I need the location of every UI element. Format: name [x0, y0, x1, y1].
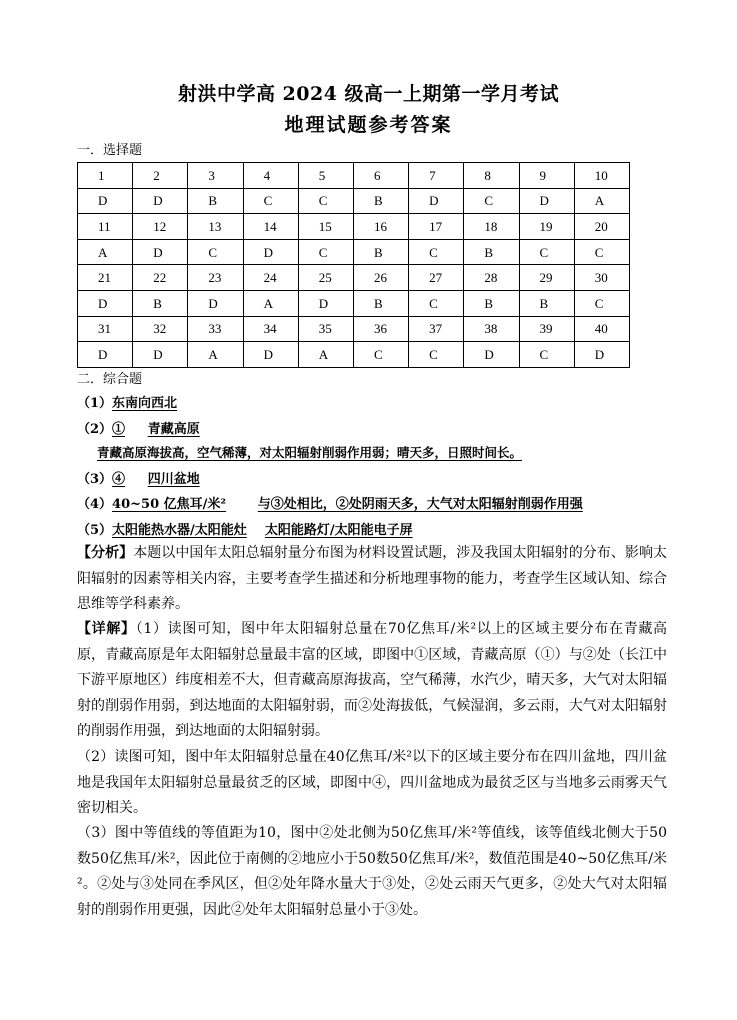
question-number-cell: 3 [188, 163, 243, 189]
q3-answer-name: 四川盆地 [147, 472, 200, 487]
answer-letter-cell: D [243, 239, 298, 265]
q4-answer-reason: 与③处相比，②处阴雨天多，大气对太阳辐射削弱作用强 [257, 497, 583, 512]
question-number-cell: 30 [574, 265, 629, 291]
answer-letter-cell: D [464, 342, 519, 368]
answer-letter-cell: B [353, 239, 408, 265]
details-label: 【详解】 [77, 621, 136, 637]
question-number-cell: 38 [464, 316, 519, 342]
answer-letter-cell: D [78, 342, 133, 368]
answer-q4 [77, 493, 583, 512]
answer-letter-cell: B [188, 188, 243, 214]
question-number-cell: 12 [133, 214, 188, 240]
question-number-cell: 21 [78, 265, 133, 291]
q4-number: （4） [77, 497, 113, 512]
question-number-cell: 27 [409, 265, 464, 291]
answer-letter-cell: B [464, 239, 519, 265]
answer-letter-cell: C [464, 188, 519, 214]
question-number-cell: 8 [464, 163, 519, 189]
answer-letter-cell: B [464, 290, 519, 316]
answer-letter-cell: A [574, 188, 629, 214]
q2-answer-region: ① [112, 422, 126, 437]
answer-letter-cell: C [409, 290, 464, 316]
question-number-cell: 36 [353, 316, 408, 342]
answer-q3 [77, 468, 200, 487]
answer-letter-cell: C [519, 239, 574, 265]
question-number-cell: 31 [78, 316, 133, 342]
answer-q2 [77, 418, 200, 437]
answer-q1 [77, 392, 177, 411]
exam-title: 射洪中学高 2024 级高一上期第一学月考试 [177, 83, 560, 105]
question-number-row [78, 316, 630, 342]
question-number-cell: 2 [133, 163, 188, 189]
section-heading-choice: 一．选择题 [77, 143, 143, 158]
answer-letter-cell: D [243, 342, 298, 368]
answer-table [77, 162, 630, 368]
question-number-cell: 32 [133, 316, 188, 342]
answer-letter-cell: A [243, 290, 298, 316]
question-number-cell: 34 [243, 316, 298, 342]
q5-number: （5） [77, 523, 113, 538]
question-number-cell: 7 [409, 163, 464, 189]
answer-letter-cell: C [574, 239, 629, 265]
question-number-row [78, 214, 630, 240]
answer-letter-cell: B [353, 290, 408, 316]
question-number-cell: 5 [298, 163, 353, 189]
question-number-cell: 16 [353, 214, 408, 240]
answer-letter-row [78, 239, 630, 265]
answer-letter-cell: D [133, 342, 188, 368]
answer-letter-cell: C [243, 188, 298, 214]
question-number-cell: 35 [298, 316, 353, 342]
answer-letter-cell: C [574, 290, 629, 316]
question-number-cell: 26 [353, 265, 408, 291]
section-heading-comprehensive: 二．综合题 [77, 372, 143, 387]
q1-answer: 东南向西北 [112, 396, 178, 411]
question-number-cell: 14 [243, 214, 298, 240]
answer-letter-cell: D [133, 239, 188, 265]
q3-number: （3） [77, 472, 113, 487]
detail-text-1: （1）读图可知，图中年太阳辐射总量在70亿焦耳/米²以上的区域主要分布在青藏高原，青藏高原是年太阳辐射总量最丰富的区域，即图中①区域，青藏高原（①）与②处（长江中下游平原地区）纬度相差不大，但青藏高原海拔高，空气稀薄，水汽少，晴天多，大气对太阳辐射的削弱作用弱，到达地面的太阳辐射弱，而②处海拔低，气候湿润，多云雨，大气对太阳辐射的削弱作用强，到达地面的太阳辐射弱。 [77, 621, 667, 739]
q1-number: （1） [77, 396, 113, 411]
answer-letter-cell: C [409, 239, 464, 265]
answer-letter-cell: B [519, 290, 574, 316]
question-number-cell: 11 [78, 214, 133, 240]
q3-answer-region: ④ [112, 472, 126, 487]
answer-letter-cell: D [188, 290, 243, 316]
answer-letter-row [78, 342, 630, 368]
detail-text-3: （3）图中等值线的等值距为10，图中②处北侧为50亿焦耳/米²等值线，该等值线北侧大于50数50亿焦耳/米²，因此位于南侧的②地应小于50数50亿焦耳/米²，数值范围是40~50亿焦耳/米²。②处与③处同在季风区，但②处年降水量大于③处，②处云雨天气更多，②处大气对太阳辐射的削弱作用更强，因此②处年太阳辐射总量小于③处。 [77, 825, 667, 918]
q2-answer-name: 青藏高原 [147, 422, 200, 437]
question-number-cell: 13 [188, 214, 243, 240]
question-number-cell: 1 [78, 163, 133, 189]
question-number-cell: 19 [519, 214, 574, 240]
detail-paragraph-2 [77, 745, 667, 822]
answer-letter-cell: C [298, 239, 353, 265]
answer-letter-cell: B [133, 290, 188, 316]
question-number-row [78, 163, 630, 189]
question-number-cell: 40 [574, 316, 629, 342]
answer-letter-cell: A [78, 239, 133, 265]
question-number-cell: 10 [574, 163, 629, 189]
answer-letter-cell: D [78, 290, 133, 316]
answer-q5 [77, 519, 413, 538]
answer-letter-cell: D [574, 342, 629, 368]
answer-letter-cell: D [133, 188, 188, 214]
q4-answer-range: 40~50 亿焦耳/米² [112, 497, 227, 512]
question-number-cell: 20 [574, 214, 629, 240]
analysis-text: 本题以中国年太阳总辐射量分布图为材料设置试题，涉及我国太阳辐射的分布、影响太阳辐射的因素等相关内容，主要考查学生描述和分析地理事物的能力，考查学生区域认知、综合思维等学科素养。 [77, 545, 668, 612]
answer-letter-cell: C [519, 342, 574, 368]
answer-letter-cell: C [409, 342, 464, 368]
question-number-cell: 28 [464, 265, 519, 291]
question-number-cell: 15 [298, 214, 353, 240]
detail-paragraph-3 [77, 821, 667, 923]
answer-letter-cell: B [353, 188, 408, 214]
question-number-cell: 39 [519, 316, 574, 342]
answer-letter-cell: A [188, 342, 243, 368]
detail-paragraph-1 [77, 617, 667, 745]
analysis-paragraph [77, 541, 667, 618]
q5-answer-b: 太阳能路灯/太阳能电子屏 [264, 523, 413, 538]
detail-text-2: （2）读图可知，图中年太阳辐射总量在40亿焦耳/米²以下的区域主要分布在四川盆地，四川盆地是我国年太阳辐射总量最贫乏的区域，即图中④，四川盆地成为最贫乏区与当地多云雨雾天气密切相关。 [77, 749, 667, 816]
question-number-cell: 33 [188, 316, 243, 342]
question-number-cell: 4 [243, 163, 298, 189]
question-number-cell: 23 [188, 265, 243, 291]
question-number-cell: 22 [133, 265, 188, 291]
question-number-cell: 17 [409, 214, 464, 240]
answer-letter-cell: C [353, 342, 408, 368]
q5-answer-a: 太阳能热水器/太阳能灶 [112, 523, 247, 538]
answer-letter-cell: C [298, 188, 353, 214]
q2-number: （2） [77, 422, 113, 437]
question-number-cell: 25 [298, 265, 353, 291]
analysis-label: 【分析】 [77, 545, 134, 561]
answer-letter-cell: A [298, 342, 353, 368]
answer-letter-cell: C [188, 239, 243, 265]
question-number-cell: 37 [409, 316, 464, 342]
question-number-cell: 9 [519, 163, 574, 189]
question-number-cell: 18 [464, 214, 519, 240]
answer-letter-cell: D [409, 188, 464, 214]
question-number-cell: 29 [519, 265, 574, 291]
question-number-cell: 6 [353, 163, 408, 189]
q2-reason-text: 青藏高原海拔高，空气稀薄，对太阳辐射削弱作用弱；晴天多，日照时间长。 [97, 445, 523, 460]
answer-letter-cell: D [519, 188, 574, 214]
question-number-row [78, 265, 630, 291]
answer-q2-reason [97, 443, 522, 461]
answer-letter-cell: D [298, 290, 353, 316]
answer-letter-row [78, 290, 630, 316]
answer-letter-cell: D [78, 188, 133, 214]
question-number-cell: 24 [243, 265, 298, 291]
exam-subtitle: 地理试题参考答案 [284, 114, 453, 136]
answer-letter-row [78, 188, 630, 214]
